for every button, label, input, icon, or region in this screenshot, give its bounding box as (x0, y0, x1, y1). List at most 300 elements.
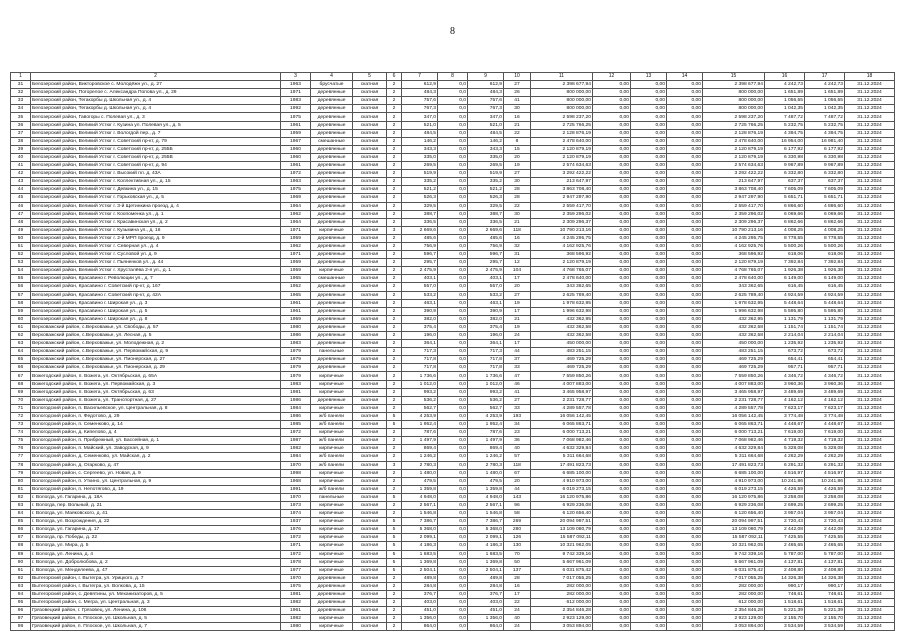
table-cell: 86 (11, 526, 31, 534)
table-cell: 0,0 (438, 469, 468, 477)
table-cell: 0,00 (667, 129, 703, 137)
table-cell: 4 162,12 (765, 396, 805, 404)
table-cell: 2 (387, 599, 402, 607)
table-cell: 0,00 (631, 526, 667, 534)
table-cell: скатная (353, 178, 387, 186)
table-cell: 6 862,66 (805, 218, 845, 226)
table-row (11, 404, 895, 412)
table-cell: 347,0 (402, 113, 438, 121)
table-cell: 484,3 (468, 89, 504, 97)
table-cell: 450 000,00 (531, 340, 593, 348)
table-cell: 193 (504, 412, 531, 420)
table-cell: скатная (353, 412, 387, 420)
table-row (11, 429, 895, 437)
table-cell: 562,7 (402, 404, 438, 412)
table-cell: 58 (504, 510, 531, 518)
table-cell: 1964 (281, 218, 311, 226)
table-cell: 126 (504, 534, 531, 542)
table-row (11, 242, 895, 250)
table-row (11, 558, 895, 566)
table-cell: 1 042,35 (805, 105, 845, 113)
table-cell: 388,7 (468, 210, 504, 218)
table-cell: 1981 (281, 388, 311, 396)
table-cell: 4 516,97 (765, 469, 805, 477)
table-row (11, 356, 895, 364)
table-cell: 0,00 (667, 429, 703, 437)
table-row (11, 623, 895, 631)
table-cell: скатная (353, 202, 387, 210)
table-cell: скатная (353, 242, 387, 250)
table-cell: 2 923 129,00 (703, 615, 765, 623)
table-cell: Белозерский район, Викторовское с. Молодёжн ул., д. 27 (31, 81, 281, 89)
table-cell: 1 480,0 (468, 469, 504, 477)
table-cell: 4 426,59 (805, 485, 845, 493)
table-cell: 0,00 (667, 170, 703, 178)
table-cell: 31.12.2024 (845, 429, 895, 437)
table-cell: 282 000,00 (703, 582, 765, 590)
table-cell: 612 000,00 (531, 599, 593, 607)
table-cell: 0,00 (631, 550, 667, 558)
column-number: 4 (311, 73, 353, 81)
table-row (11, 121, 895, 129)
table-cell: 2 567,1 (468, 501, 504, 509)
table-cell: 717,8 (468, 356, 504, 364)
table-cell: скатная (353, 323, 387, 331)
table-cell: скатная (353, 501, 387, 509)
table-cell: 0,00 (631, 153, 667, 161)
table-cell: 0,00 (667, 445, 703, 453)
table-cell: 1960 (281, 145, 311, 153)
table-cell: 2 (387, 437, 402, 445)
table-cell: скатная (353, 558, 387, 566)
table-cell: 0,00 (667, 218, 703, 226)
table-cell: 0,00 (631, 510, 667, 518)
table-cell: 2 (387, 429, 402, 437)
table-cell: 1977 (281, 566, 311, 574)
table-cell: 484,5 (402, 129, 438, 137)
table-cell: скатная (353, 510, 387, 518)
table-cell: 526,3 (402, 194, 438, 202)
table-cell: 0,0 (438, 558, 468, 566)
table-cell: Вожегодский район, п. Вожега, ул. Октябрьская, д. 63 (31, 388, 281, 396)
table-row (11, 510, 895, 518)
table-cell: 41 (11, 162, 31, 170)
table-cell: 0,00 (631, 89, 667, 97)
table-cell: Белозерский район, Красавино г. Советский пр-кт, д. 167 (31, 283, 281, 291)
table-cell: 757,6 (402, 97, 438, 105)
table-row (11, 615, 895, 623)
table-cell: 0,00 (593, 469, 631, 477)
table-cell: 748,61 (805, 591, 845, 599)
table-cell: 0,00 (631, 396, 667, 404)
table-cell: Грязовецкий район, г. Грязовец, ул. Ленина, д. 106 (31, 607, 281, 615)
table-cell: 28 (504, 186, 531, 194)
table-cell: 756,9 (468, 242, 504, 250)
table-cell: скатная (353, 153, 387, 161)
table-cell: 6 332,80 (765, 170, 805, 178)
table-cell: 2 120 879,19 (531, 145, 593, 153)
table-cell: 4 346,72 (765, 372, 805, 380)
table-cell: 0,00 (593, 89, 631, 97)
table-cell: 0,00 (631, 283, 667, 291)
table-cell: 0,00 (593, 226, 631, 234)
table-cell: Белозерский район, Великий Устюг г. 2-й МРП проезд, д. 9 (31, 234, 281, 242)
table-cell: Вологодский район, д. Семенково, ул. Майская, д. 2 (31, 453, 281, 461)
table-cell: 6 065 863,71 (531, 421, 593, 429)
table-cell: 0,00 (631, 129, 667, 137)
table-cell: 31.12.2024 (845, 121, 895, 129)
table-cell: 31.12.2024 (845, 251, 895, 259)
table-cell: 31.12.2024 (845, 518, 895, 526)
table-cell: 800 000,00 (531, 105, 593, 113)
table-cell: 45 (11, 194, 31, 202)
table-cell: смешанные (311, 137, 353, 145)
table-cell: Белозерский район, Великий Устюг г. Советский пр-кт, д. 94 (31, 162, 281, 170)
table-cell: деревянные (311, 234, 353, 242)
table-cell: 0,00 (593, 566, 631, 574)
table-cell: 1986 (281, 412, 311, 420)
table-cell: 6 000 713,21 (703, 429, 765, 437)
table-cell: 17 491 823,73 (703, 461, 765, 469)
table-cell: 1979 (281, 356, 311, 364)
table-cell: 0,00 (667, 153, 703, 161)
table-cell: 5 (387, 493, 402, 501)
table-cell: 0,00 (667, 558, 703, 566)
table-cell: 4 886,60 (805, 202, 845, 210)
table-cell: 2 120 879,19 (703, 145, 765, 153)
table-cell: 2 (387, 283, 402, 291)
table-cell: кирпичные (311, 404, 353, 412)
table-cell: 343 362,65 (703, 283, 765, 291)
table-cell: 0,00 (667, 574, 703, 582)
table-cell: 16 (504, 582, 531, 590)
table-cell: 3 774,48 (765, 412, 805, 420)
table-cell: 6 065 863,71 (703, 421, 765, 429)
table-cell: 0,00 (667, 550, 703, 558)
table-cell: Вологодский район, д. Кипелово, д. 4 (31, 429, 281, 437)
table-cell: 7 619,00 (765, 429, 805, 437)
table-cell: 31.12.2024 (845, 340, 895, 348)
table-cell: 282 000,00 (531, 591, 593, 599)
table-cell: 1952 (281, 283, 311, 291)
table-row (11, 129, 895, 137)
table-row (11, 534, 895, 542)
table-cell: 0,00 (631, 558, 667, 566)
table-cell: 2 (387, 242, 402, 250)
table-cell: 0,00 (631, 542, 667, 550)
table-cell: 7 619,00 (805, 429, 845, 437)
table-cell: 0,00 (667, 97, 703, 105)
table-cell: брусчатые (311, 81, 353, 89)
table-cell: 4 426,59 (765, 485, 805, 493)
table-cell: 21 (504, 218, 531, 226)
table-row (11, 137, 895, 145)
table-cell: кирпичные (311, 510, 353, 518)
table-cell: 0,0 (438, 396, 468, 404)
table-cell: 0,00 (593, 340, 631, 348)
table-cell: 0,00 (631, 469, 667, 477)
table-cell: 31.12.2024 (845, 162, 895, 170)
table-cell: 31.12.2024 (845, 105, 895, 113)
table-cell: 0,00 (631, 493, 667, 501)
table-cell: 6 330,98 (805, 153, 845, 161)
table-cell: скатная (353, 599, 387, 607)
table-cell: 1 369,8 (402, 558, 438, 566)
table-row (11, 388, 895, 396)
table-cell: 5 651,71 (805, 194, 845, 202)
table-cell: кирпичные (311, 501, 353, 509)
table-cell: Белозерский район, Великий Устюг г. Кузьмина ул., д. 16 (31, 226, 281, 234)
table-cell: 0,0 (438, 437, 468, 445)
table-cell: 6 149,00 (805, 275, 845, 283)
table-cell: 0,00 (593, 396, 631, 404)
table-cell: 31.12.2024 (845, 445, 895, 453)
table-cell: 0,00 (593, 210, 631, 218)
table-cell: 31.12.2024 (845, 485, 895, 493)
table-cell: 489,8 (402, 574, 438, 582)
table-cell: 1 359,8 (402, 485, 438, 493)
table-cell: 0,00 (667, 251, 703, 259)
table-cell: г. Вологда, ул. Добролюбова, д. 2 (31, 558, 281, 566)
table-cell: 335,2 (468, 178, 504, 186)
table-cell: скатная (353, 218, 387, 226)
table-cell: 0,00 (667, 542, 703, 550)
table-row (11, 97, 895, 105)
table-cell: 6 120 656,40 (531, 510, 593, 518)
table-cell: скатная (353, 364, 387, 372)
table-cell: 335,0 (402, 153, 438, 161)
table-cell: 4 289 557,78 (703, 404, 765, 412)
table-cell: 5 232,75 (765, 121, 805, 129)
table-cell: 1 518,61 (765, 599, 805, 607)
table-cell: 0,00 (631, 380, 667, 388)
table-cell: 7 068 982,46 (703, 437, 765, 445)
table-cell: 0,00 (667, 242, 703, 250)
table-cell: 382,0 (402, 315, 438, 323)
table-cell: 31.12.2024 (845, 599, 895, 607)
table-cell: 390,9 (402, 307, 438, 315)
table-cell: 2 (387, 615, 402, 623)
table-cell: 31.12.2024 (845, 299, 895, 307)
table-cell: 0,00 (593, 582, 631, 590)
table-cell: 403,0 (468, 599, 504, 607)
table-cell: 0,00 (593, 550, 631, 558)
table-cell: деревянные (311, 162, 353, 170)
table-cell: 0,00 (667, 372, 703, 380)
table-cell: 0,00 (631, 234, 667, 242)
table-cell: 0,00 (593, 97, 631, 105)
table-cell: 4 186,3 (402, 542, 438, 550)
table-cell: 44 (504, 485, 531, 493)
table-cell: г. Вологда, пер. Вольный, д. 21 (31, 501, 281, 509)
table-cell: 69 (11, 388, 31, 396)
table-cell: Грязовецкий район, п. Плоское, ул. Школьная, д. 5 (31, 615, 281, 623)
table-row (11, 599, 895, 607)
table-cell: скатная (353, 315, 387, 323)
table-cell: Белозерский район, Великий Устюг г. 3-й Щетинкина проезд, д. 4 (31, 202, 281, 210)
table-cell: 0,0 (438, 526, 468, 534)
table-cell: скатная (353, 518, 387, 526)
table-cell: 0,00 (667, 323, 703, 331)
table-cell: Вытегорский район, г. Вытегра, ул. Волкова, д. 15 (31, 582, 281, 590)
table-cell: 137 (504, 566, 531, 574)
table-row (11, 202, 895, 210)
table-cell: 2 (387, 348, 402, 356)
table-cell: 49 (11, 226, 31, 234)
table-cell: 0,00 (631, 356, 667, 364)
table-cell: 0,00 (667, 121, 703, 129)
table-cell: 3 (387, 226, 402, 234)
table-cell: 63 (11, 340, 31, 348)
table-cell: 5 (387, 534, 402, 542)
table-row (11, 267, 895, 275)
table-cell: 364,1 (468, 340, 504, 348)
table-cell: 1975 (281, 186, 311, 194)
table-cell: 1971 (281, 226, 311, 234)
table-cell: 0,00 (667, 477, 703, 485)
table-cell: 31.12.2024 (845, 145, 895, 153)
table-cell: 5 (387, 526, 402, 534)
table-cell: 31.12.2024 (845, 396, 895, 404)
table-cell: скатная (353, 461, 387, 469)
table-cell: 196,0 (468, 332, 504, 340)
table-cell: 35 (11, 113, 31, 121)
table-cell: 1 996 632,98 (531, 307, 593, 315)
table-cell: 8 778,55 (805, 234, 845, 242)
table-cell: 616,45 (805, 283, 845, 291)
table-cell: 1979 (281, 348, 311, 356)
table-cell: 612 000,00 (703, 599, 765, 607)
table-cell: Вологодский район, с. Сергеево, ул. Новая, д. 9 (31, 469, 281, 477)
table-cell: 67 (11, 372, 31, 380)
table-cell: 0,00 (593, 477, 631, 485)
table-cell: 757,6 (468, 97, 504, 105)
column-number: 10 (504, 73, 531, 81)
table-cell: 6 929 236,08 (703, 501, 765, 509)
table-cell: 3 258,08 (765, 493, 805, 501)
table-cell: 0,00 (667, 299, 703, 307)
column-number: 14 (667, 73, 703, 81)
table-cell: Белозерский район, Погорелое с. Александра Попова ул., д. 29 (31, 89, 281, 97)
table-cell: 2 625 789,40 (703, 291, 765, 299)
table-cell: 3 292 422,22 (703, 170, 765, 178)
table-cell: 596,7 (468, 251, 504, 259)
table-cell: 0,0 (438, 404, 468, 412)
table-row (11, 332, 895, 340)
table-cell: 0,00 (593, 599, 631, 607)
table-cell: 0,00 (593, 251, 631, 259)
table-cell: 364,1 (402, 340, 438, 348)
table-cell: 451,0 (468, 607, 504, 615)
table-cell: 1 056,55 (765, 97, 805, 105)
table-cell: 37 (11, 129, 31, 137)
table-cell: Вожегодский район, п. Вожега, ул. Первомайская, д. 3 (31, 380, 281, 388)
table-cell: 0,00 (631, 607, 667, 615)
table-cell: 3 960,36 (765, 380, 805, 388)
table-cell: Белозерский район, Великий Устюг г. Вологдой пер., д. 7 (31, 129, 281, 137)
table-cell: 33 (11, 97, 31, 105)
table-cell: 0,0 (438, 178, 468, 186)
table-cell: 1967 (281, 137, 311, 145)
table-cell: 4 448,67 (805, 421, 845, 429)
table-cell: 3 774,48 (805, 412, 845, 420)
table-cell: 21 (504, 121, 531, 129)
table-cell: скатная (353, 469, 387, 477)
table-cell: 94 (11, 591, 31, 599)
table-cell: 31.12.2024 (845, 348, 895, 356)
table-cell: 2 120 879,19 (531, 153, 593, 161)
table-cell: 6 149,00 (765, 275, 805, 283)
table-cell: 2 120 879,19 (531, 259, 593, 267)
table-cell: 0,00 (593, 194, 631, 202)
table-cell: 0,00 (593, 574, 631, 582)
table-cell: 8 778,55 (765, 234, 805, 242)
table-cell: Белозерский район, Великий Устюг г. Красавинская ул., д. 2 (31, 218, 281, 226)
table-cell: 1962 (281, 210, 311, 218)
table-cell: 36 (504, 437, 531, 445)
table-cell: 3 258,08 (805, 493, 845, 501)
table-cell: 27 (504, 81, 531, 89)
table-cell: 1970 (281, 493, 311, 501)
table-row (11, 477, 895, 485)
table-cell: 17 (504, 275, 531, 283)
table-cell: 0,00 (593, 461, 631, 469)
table-cell: г. Вологда, ул. Маяковского, д. 41 (31, 510, 281, 518)
table-cell: 31.12.2024 (845, 623, 895, 631)
table-cell: 7 386,7 (468, 518, 504, 526)
table-cell: Белозерский район, Тегакорбы д. Школьная ул., д. 4 (31, 97, 281, 105)
table-cell: 4 162,12 (805, 396, 845, 404)
table-cell: деревянные (311, 121, 353, 129)
table-cell: 0,0 (438, 137, 468, 145)
table-cell: 0,00 (593, 485, 631, 493)
table-cell: деревянные (311, 178, 353, 186)
table-cell: 3 863 708,40 (531, 186, 593, 194)
table-cell: 0,00 (593, 332, 631, 340)
table-cell: 4 719,32 (765, 437, 805, 445)
table-cell: 4 632 329,84 (531, 445, 593, 453)
table-cell: 0,00 (631, 186, 667, 194)
table-cell: кирпичные (311, 380, 353, 388)
table-cell: 0,00 (631, 364, 667, 372)
table-cell: 0,00 (593, 493, 631, 501)
table-cell: 7 425,55 (805, 534, 845, 542)
table-cell: 2 475,9 (402, 267, 438, 275)
table-cell: 0,00 (667, 283, 703, 291)
table-cell: 450 000,00 (703, 340, 765, 348)
table-cell: 432 362,58 (703, 332, 765, 340)
table-cell: 489,8 (468, 574, 504, 582)
table-cell: 4 910 973,00 (531, 477, 593, 485)
table-cell: 0,0 (438, 97, 468, 105)
table-cell: деревянные (311, 186, 353, 194)
table-cell: 0,00 (667, 510, 703, 518)
table-cell: 9 967,89 (765, 162, 805, 170)
table-cell: 787,6 (468, 429, 504, 437)
table-cell: Белозерский район, Великий Устюг г. Девкина ул., д. 15 (31, 186, 281, 194)
table-cell: Вологодский район, п. Прибрежный, ул. Бассейная, д. 1 (31, 437, 281, 445)
table-cell: 31.12.2024 (845, 283, 895, 291)
table-cell: кирпичные (311, 558, 353, 566)
table-row (11, 283, 895, 291)
table-cell: 24 (504, 623, 531, 631)
table-cell: 3 489,69 (805, 388, 845, 396)
table-cell: 68 (11, 380, 31, 388)
table-cell: 7 386,7 (402, 518, 438, 526)
table-cell: 0,00 (667, 202, 703, 210)
table-cell: Белозерский район, Великий Устюг г. Хрусталёва 2-я ул., д. 1 (31, 267, 281, 275)
table-cell: г. Вологда, ул. Возрождения, д. 22 (31, 518, 281, 526)
